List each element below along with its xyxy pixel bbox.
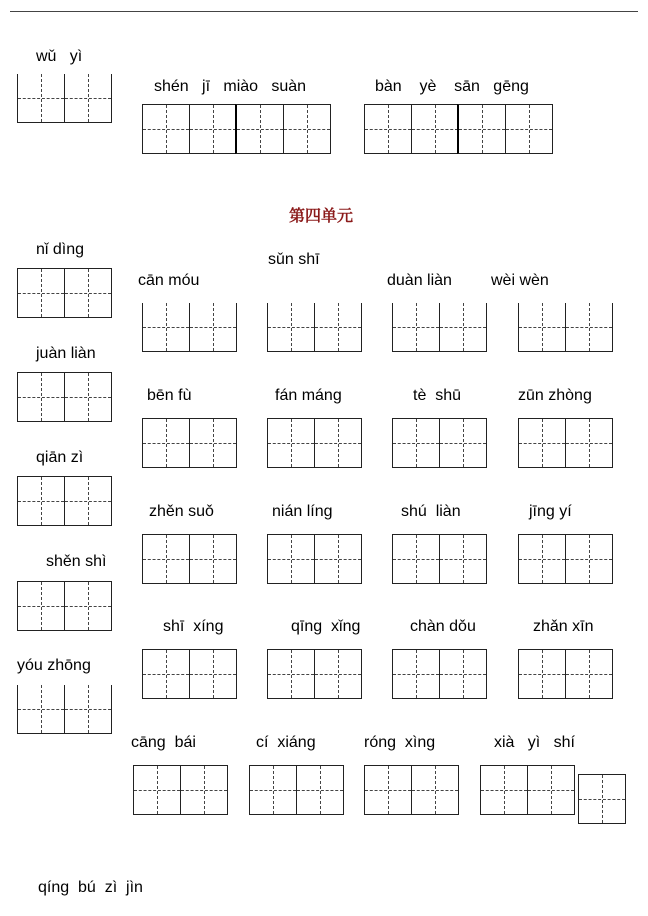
char-box-shen-ji-miao-suan[interactable] (142, 104, 331, 154)
char-cell[interactable] (439, 649, 487, 699)
char-cell[interactable] (439, 534, 487, 584)
char-cell[interactable] (565, 649, 613, 699)
char-box-can-mou[interactable] (142, 303, 237, 352)
char-cell[interactable] (267, 418, 315, 468)
char-box-zun-zhong[interactable] (518, 418, 613, 468)
pinyin-wu-yi: wǔ yì (36, 48, 83, 65)
char-box-xia-yi-shi-third[interactable] (578, 774, 626, 824)
char-cell[interactable] (64, 268, 112, 318)
char-box-chan-dou[interactable] (392, 649, 487, 699)
pinyin-chan-dou: chàn dǒu (410, 618, 476, 635)
char-cell[interactable] (314, 418, 362, 468)
char-box-rong-xing[interactable] (364, 765, 459, 815)
char-box-ben-fu[interactable] (142, 418, 237, 468)
pinyin-fan-mang: fán máng (275, 387, 342, 404)
char-box-fan-mang[interactable] (267, 418, 362, 468)
char-cell[interactable] (142, 418, 190, 468)
char-cell[interactable] (64, 476, 112, 526)
char-cell[interactable] (480, 765, 528, 815)
pinyin-nian-ling: nián líng (272, 503, 333, 520)
char-cell[interactable] (17, 581, 65, 631)
pinyin-te-shu: tè shū (413, 387, 462, 404)
char-cell[interactable] (142, 649, 190, 699)
char-box-ban-ye-san-geng[interactable] (364, 104, 553, 154)
char-cell[interactable] (527, 765, 575, 815)
pinyin-qian-zi: qiān zì (36, 449, 84, 466)
char-cell[interactable] (505, 104, 553, 154)
char-box-shu-lian[interactable] (392, 534, 487, 584)
char-cell[interactable] (439, 418, 487, 468)
unit-title: 第四单元 (289, 206, 354, 225)
char-box-ci-xiang[interactable] (249, 765, 344, 815)
char-box-ni-ding[interactable] (17, 268, 112, 318)
char-cell[interactable] (392, 534, 440, 584)
char-cell[interactable] (17, 268, 65, 318)
pinyin-rong-xing: róng xìng (364, 734, 436, 751)
char-box-qian-zi[interactable] (17, 476, 112, 526)
char-cell[interactable] (565, 303, 613, 352)
char-cell[interactable] (518, 418, 566, 468)
pinyin-shi-xing: shī xíng (163, 618, 224, 635)
char-cell[interactable] (267, 534, 315, 584)
pinyin-zhan-xin: zhǎn xīn (533, 618, 594, 635)
char-box-duan-lian[interactable] (392, 303, 487, 352)
char-box-zhan-xin[interactable] (518, 649, 613, 699)
char-box-qing-xing[interactable] (267, 649, 362, 699)
char-cell[interactable] (64, 581, 112, 631)
char-cell[interactable] (189, 418, 237, 468)
char-cell[interactable] (64, 74, 112, 123)
pinyin-zhen-suo: zhěn suǒ (149, 503, 214, 520)
pinyin-can-mou: cān móu (138, 272, 200, 289)
char-box-you-zhong[interactable] (17, 685, 112, 734)
char-cell[interactable] (189, 649, 237, 699)
char-cell[interactable] (249, 765, 297, 815)
char-cell[interactable] (314, 303, 362, 352)
pinyin-ban-ye-san-geng: bàn yè sān gēng (375, 78, 529, 95)
pinyin-xia-yi-shi: xià yì shí (494, 734, 575, 751)
char-cell[interactable] (565, 534, 613, 584)
char-cell[interactable] (17, 476, 65, 526)
char-cell[interactable] (411, 104, 459, 154)
char-cell[interactable] (142, 104, 190, 154)
char-box-wei-wen[interactable] (518, 303, 613, 352)
pinyin-shen-ji-miao-suan: shén jī miào suàn (154, 78, 307, 95)
char-box-xia-yi-shi[interactable] (480, 765, 575, 815)
char-cell[interactable] (314, 534, 362, 584)
char-cell[interactable] (189, 303, 237, 352)
pinyin-wei-wen: wèi wèn (491, 272, 549, 289)
char-box-te-shu[interactable] (392, 418, 487, 468)
pinyin-juan-lian: juàn liàn (36, 345, 96, 362)
char-cell[interactable] (189, 534, 237, 584)
char-box-shen-shi[interactable] (17, 581, 112, 631)
char-cell[interactable] (17, 372, 65, 422)
char-cell[interactable] (17, 685, 65, 734)
char-cell[interactable] (314, 649, 362, 699)
pinyin-duan-lian: duàn liàn (387, 272, 452, 289)
char-box-juan-lian[interactable] (17, 372, 112, 422)
char-box-shi-xing[interactable] (142, 649, 237, 699)
pinyin-ni-ding: nǐ dìng (36, 241, 85, 258)
char-cell[interactable] (64, 685, 112, 734)
char-box-zhen-suo[interactable] (142, 534, 237, 584)
char-cell[interactable] (578, 774, 626, 824)
top-rule (10, 11, 638, 12)
pinyin-qing-bu-zi-jin: qíng bú zì jìn (38, 879, 143, 896)
char-box-wu-yi[interactable] (17, 74, 112, 123)
char-cell[interactable] (364, 104, 412, 154)
char-cell[interactable] (565, 418, 613, 468)
char-cell[interactable] (142, 534, 190, 584)
pinyin-shu-lian: shú liàn (401, 503, 461, 520)
char-cell[interactable] (518, 649, 566, 699)
pinyin-zun-zhong: zūn zhòng (518, 387, 592, 404)
char-cell[interactable] (235, 104, 284, 154)
char-cell[interactable] (457, 104, 506, 154)
pinyin-jing-yi: jīng yí (529, 503, 572, 520)
char-cell[interactable] (518, 534, 566, 584)
pinyin-ben-fu: bēn fù (147, 387, 192, 404)
char-cell[interactable] (364, 765, 412, 815)
char-cell[interactable] (392, 649, 440, 699)
char-cell[interactable] (411, 765, 459, 815)
char-cell[interactable] (439, 303, 487, 352)
char-cell[interactable] (133, 765, 181, 815)
pinyin-sun-shi: sǔn shī (268, 251, 320, 268)
char-box-sun-shi[interactable] (267, 303, 362, 352)
char-box-nian-ling[interactable] (267, 534, 362, 584)
pinyin-cang-bai: cāng bái (131, 734, 196, 751)
pinyin-shen-shi: shěn shì (46, 553, 107, 570)
char-cell[interactable] (392, 303, 440, 352)
pinyin-qing-xing: qīng xǐng (291, 618, 361, 635)
char-cell[interactable] (283, 104, 331, 154)
char-cell[interactable] (189, 104, 237, 154)
char-cell[interactable] (267, 303, 315, 352)
char-cell[interactable] (518, 303, 566, 352)
char-cell[interactable] (267, 649, 315, 699)
char-box-cang-bai[interactable] (133, 765, 228, 815)
char-cell[interactable] (296, 765, 344, 815)
char-cell[interactable] (142, 303, 190, 352)
char-cell[interactable] (180, 765, 228, 815)
pinyin-ci-xiang: cí xiáng (256, 734, 316, 751)
char-cell[interactable] (17, 74, 65, 123)
pinyin-you-zhong: yóu zhōng (17, 657, 91, 674)
char-box-jing-yi[interactable] (518, 534, 613, 584)
char-cell[interactable] (392, 418, 440, 468)
char-cell[interactable] (64, 372, 112, 422)
